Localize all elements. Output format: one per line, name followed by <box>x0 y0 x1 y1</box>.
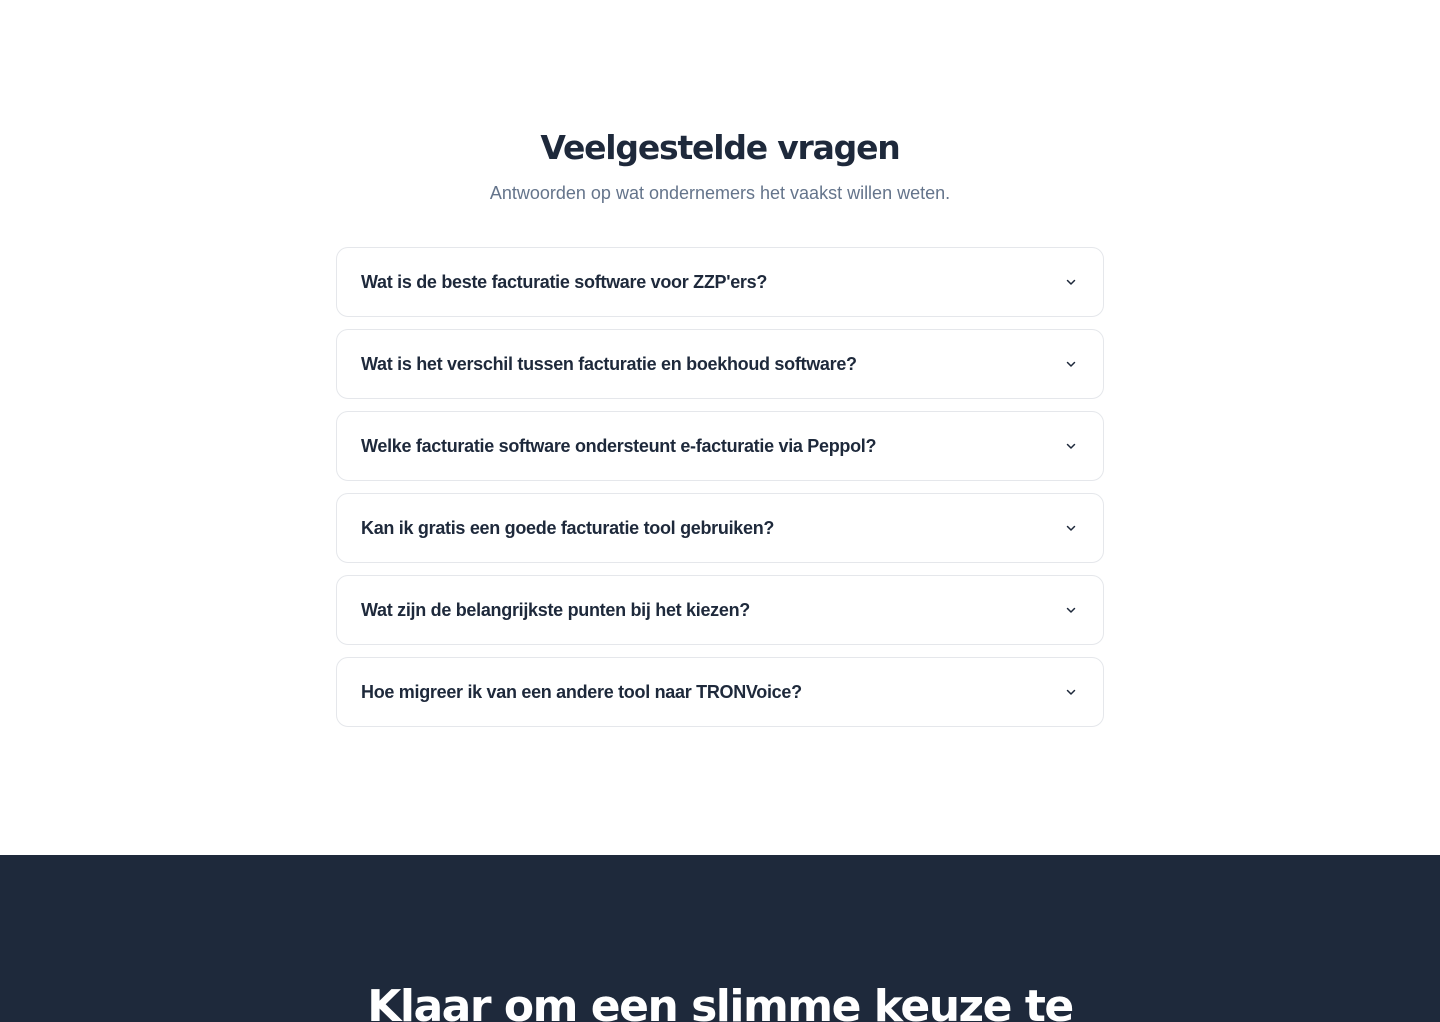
faq-question: Wat is de beste facturatie software voor ZZP'ers? <box>361 271 768 292</box>
chevron-down-icon[interactable] <box>1063 684 1079 700</box>
chevron-down-icon[interactable] <box>1063 274 1079 290</box>
cta-title: Klaar om een slimme keuze te <box>367 981 1073 1022</box>
faq-question: Kan ik gratis een goede facturatie tool gebruiken? <box>361 517 775 538</box>
faq-question: Hoe migreer ik van een andere tool naar TRONVoice? <box>361 681 802 702</box>
chevron-down-icon[interactable] <box>1063 602 1079 618</box>
faq-title: Veelgestelde vragen <box>540 128 900 167</box>
faq-question: Wat is het verschil tussen facturatie en boekhoud software? <box>361 353 857 374</box>
faq-item-verschil[interactable] <box>336 329 1104 399</box>
chevron-down-icon[interactable] <box>1063 438 1079 454</box>
faq-item-beste-software[interactable] <box>336 247 1104 317</box>
cta-section <box>0 855 1440 1022</box>
faq-item-gratis[interactable] <box>336 493 1104 563</box>
faq-item-kiezen[interactable] <box>336 575 1104 645</box>
faq-item-migreren[interactable] <box>336 657 1104 727</box>
faq-item-peppol[interactable] <box>336 411 1104 481</box>
chevron-down-icon[interactable] <box>1063 356 1079 372</box>
faq-question: Wat zijn de belangrijkste punten bij het kiezen? <box>361 599 750 620</box>
faq-list <box>336 247 1104 739</box>
chevron-down-icon[interactable] <box>1063 520 1079 536</box>
faq-question: Welke facturatie software ondersteunt e-facturatie via Peppol? <box>361 435 877 456</box>
faq-subtitle: Antwoorden op wat ondernemers het vaakst willen weten. <box>489 183 951 203</box>
